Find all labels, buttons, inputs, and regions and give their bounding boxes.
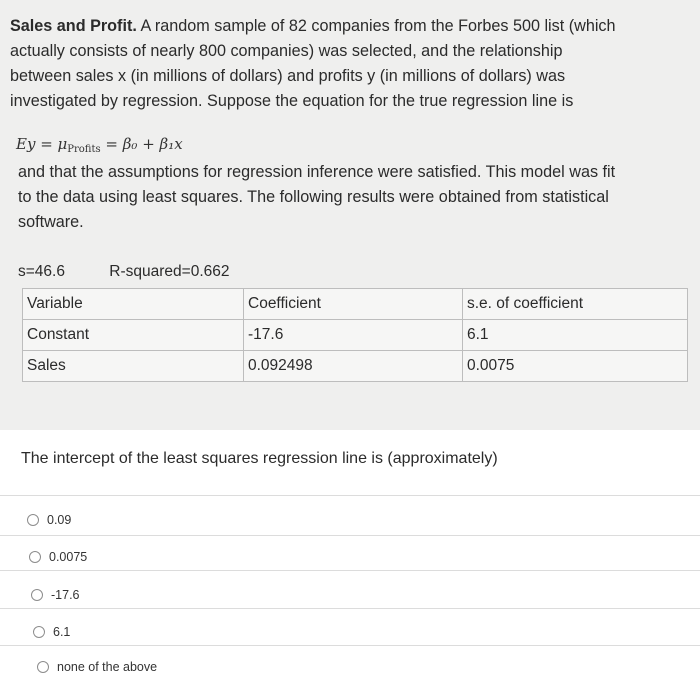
- divider: [0, 608, 700, 609]
- divider: [0, 495, 700, 496]
- divider: [0, 535, 700, 536]
- equation-subscript: Profits: [67, 144, 101, 155]
- table-header-cell: s.e. of coefficient: [463, 289, 688, 320]
- option-label: 0.09: [47, 513, 72, 527]
- answer-option[interactable]: [33, 625, 70, 639]
- radio-button[interactable]: [27, 514, 39, 526]
- table-cell: 6.1: [463, 320, 688, 351]
- option-label: 6.1: [53, 625, 71, 639]
- problem-body: [18, 160, 698, 235]
- problem-title: Sales and Profit.: [10, 17, 137, 35]
- table-cell: 0.0075: [463, 351, 688, 382]
- table-cell: Sales: [23, 351, 244, 382]
- radio-button[interactable]: [31, 589, 43, 601]
- intro-line: between sales x (in millions of dollars) and profits y (in millions of dollars) was: [10, 67, 566, 85]
- regression-table: [22, 288, 688, 382]
- question-text: The intercept of the least squares regression line is (approximately): [21, 450, 498, 467]
- option-label: none of the above: [57, 660, 158, 674]
- radio-button[interactable]: [33, 626, 45, 638]
- intro-line: investigated by regression. Suppose the equation for the true regression line is: [10, 92, 574, 110]
- equation-rhs: = β₀ + β₁x: [100, 135, 183, 153]
- r-squared-value: R-squared=0.662: [109, 263, 230, 280]
- table-header-cell: Variable: [23, 289, 244, 320]
- answer-option[interactable]: [37, 660, 157, 674]
- table-header-row: [23, 289, 688, 320]
- model-stats: [18, 263, 270, 281]
- s-value: s=46.6: [18, 263, 65, 280]
- body-line: to the data using least squares. The following results were obtained from statistical: [18, 188, 609, 206]
- answer-option[interactable]: [31, 588, 80, 602]
- intro-line: actually consists of nearly 800 companies) was selected, and the relationship: [10, 42, 563, 60]
- option-label: 0.0075: [49, 550, 88, 564]
- intro-line: A random sample of 82 companies from the Forbes 500 list (which: [140, 17, 616, 35]
- radio-button[interactable]: [29, 551, 41, 563]
- table-cell: Constant: [23, 320, 244, 351]
- table-row: [23, 351, 688, 382]
- body-line: and that the assumptions for regression inference were satisfied. This model was fit: [18, 163, 616, 181]
- problem-intro: [10, 14, 690, 114]
- equation-lhs: Ey = μ: [16, 135, 68, 153]
- answer-option[interactable]: [29, 550, 87, 564]
- divider: [0, 570, 700, 571]
- divider: [0, 645, 700, 646]
- regression-equation: [16, 135, 183, 155]
- radio-button[interactable]: [37, 661, 49, 673]
- answer-option[interactable]: [27, 513, 71, 527]
- body-line: software.: [18, 213, 84, 231]
- option-label: -17.6: [51, 588, 80, 602]
- table-cell: -17.6: [244, 320, 463, 351]
- table-cell: 0.092498: [244, 351, 463, 382]
- table-header-cell: Coefficient: [244, 289, 463, 320]
- table-row: [23, 320, 688, 351]
